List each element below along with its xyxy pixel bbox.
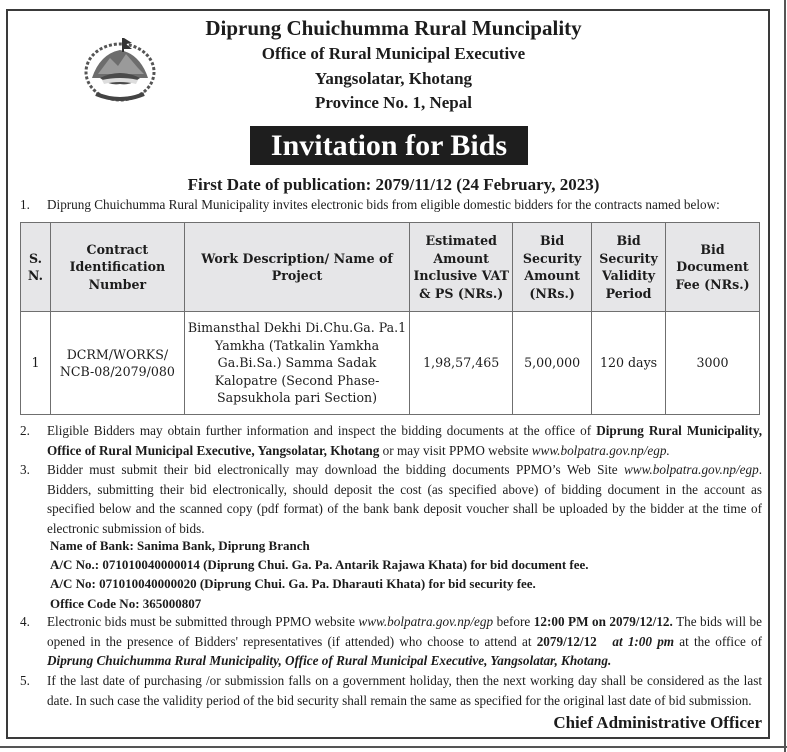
table-row xyxy=(21,312,760,415)
clause-1 xyxy=(20,195,762,215)
text-run: Eligible Bidders may obtain further information and inspect the bidding documents at the office of xyxy=(47,423,597,438)
signatory-title: Chief Administrative Officer xyxy=(553,713,762,732)
col-header-sn: S. N. xyxy=(21,223,51,312)
province: Province No. 1, Nepal xyxy=(315,93,472,112)
cell-document-fee: 3000 xyxy=(666,312,760,415)
office-code: Office Code No: 365000807 xyxy=(50,595,202,611)
col-header-estimated-amount: Estimated Amount Inclusive VAT & PS (NRs.) xyxy=(410,223,513,312)
office-location: Diprung Rural Municipality, Office of Rural Municipal Executive, Yangsolatar, Khotang xyxy=(47,423,762,458)
cell-description: Bimansthal Dekhi Di.Chu.Ga. Pa.1 Yamkha (Tatkalin Yamkha Ga.Bi.Sa.) Samma Sadak Kalopatre (Second Phase- Sapsukhola pari Section) xyxy=(184,312,409,415)
clause-number: 3. xyxy=(20,462,30,477)
text-run: Bidder must submit their bid electronically may download the bidding documents PPMO’s Web Site xyxy=(47,462,625,477)
account-bid-security: A/C No: 071010040000020 (Diprung Chui. Ga. Pa. Dharauti Khata) for bid security fee. xyxy=(50,576,536,592)
account-document-fee: A/C No.: 071010040000014 (Diprung Chui. Ga. Pa. Antarik Rajawa Khata) for bid document fee. xyxy=(50,557,589,573)
table-header-row xyxy=(21,223,760,312)
contracts-table xyxy=(20,222,760,415)
text-run: or may visit PPMO website xyxy=(379,442,532,458)
clause-number: 4. xyxy=(20,614,30,629)
col-header-contract-id: Contract Identification Number xyxy=(50,223,184,312)
col-header-validity-period: Bid Security Validity Period xyxy=(592,223,666,312)
page-edge-bottom xyxy=(0,746,787,748)
office-name: Office of Rural Municipal Executive xyxy=(261,44,526,63)
col-header-description: Work Description/ Name of Project xyxy=(184,223,409,312)
clause-2 xyxy=(20,421,762,460)
opening-date: 2079/12/12 xyxy=(536,633,597,649)
text-run: at the office of xyxy=(674,633,762,649)
opening-time: at 1:00 pm xyxy=(596,633,675,649)
text-run: Electronic bids must be submitted through PPMO website xyxy=(47,614,359,629)
website-link[interactable]: www.bolpatra.gov.np/egp xyxy=(624,462,759,477)
col-header-document-fee: Bid Document Fee (NRs.) xyxy=(666,223,760,312)
bank-details xyxy=(50,536,589,613)
text-run: The bids will be opened in the presence of Bidders' representatives (if attended) who choose to attend at xyxy=(47,614,762,649)
cell-validity-period: 120 days xyxy=(592,312,666,415)
organization-name: Diprung Chuichumma Rural Muncipality xyxy=(205,16,582,40)
clause-text: If the last date of purchasing /or submission falls on a government holiday, then the next working day shall be considered as the last date. In such case the validity period of the bid security shall remain the same as specified for the original last date of bid submission. xyxy=(47,673,762,708)
clause-4 xyxy=(20,612,762,671)
notice-title: Invitation for Bids xyxy=(250,126,528,165)
clause-text xyxy=(47,421,762,460)
clause-number: 1. xyxy=(20,197,30,212)
cell-sn: 1 xyxy=(21,312,51,415)
text-run: before xyxy=(493,614,534,629)
cell-contract-id: DCRM/WORKS/ NCB-08/2079/080 xyxy=(50,312,184,415)
clause-text: Diprung Chuichumma Rural Municipality invites electronic bids from eligible domestic bidders for the contracts named below: xyxy=(47,197,720,212)
clause-number: 5. xyxy=(20,673,30,688)
website-link[interactable]: www.bolpatra.gov.np/egp xyxy=(358,614,494,629)
text-run: . Bidders, submitting their bid electronically, should deposit the cost (as specified above) of bidding document in the account as specified below and the scanned copy (pdf format) of the bank bank deposit voucher shall be uploaded by the bidder at the time of electronic submission of bids. xyxy=(47,462,762,536)
clause-text xyxy=(47,612,762,671)
clause-5 xyxy=(20,671,762,710)
office-address: Yangsolatar, Khotang xyxy=(314,69,473,88)
clause-number: 2. xyxy=(20,423,30,438)
cell-estimated-amount: 1,98,57,465 xyxy=(410,312,513,415)
col-header-bid-security-amount: Bid Security Amount (NRs.) xyxy=(513,223,592,312)
opening-location: Diprung Chuichumma Rural Municipality, Office of Rural Municipal Executive, Yangsolatar, Khotang. xyxy=(47,653,612,668)
clause-text xyxy=(47,460,762,538)
website-link[interactable]: www.bolpatra.gov.np/egp. xyxy=(531,442,670,458)
clause-3 xyxy=(20,460,762,538)
cell-bid-security-amount: 5,00,000 xyxy=(513,312,592,415)
publication-date: First Date of publication: 2079/11/12 (24 February, 2023) xyxy=(187,175,600,194)
submission-deadline: 12:00 PM on 2079/12/12. xyxy=(533,614,673,629)
bank-name: Name of Bank: Sanima Bank, Diprung Branch xyxy=(50,538,310,553)
